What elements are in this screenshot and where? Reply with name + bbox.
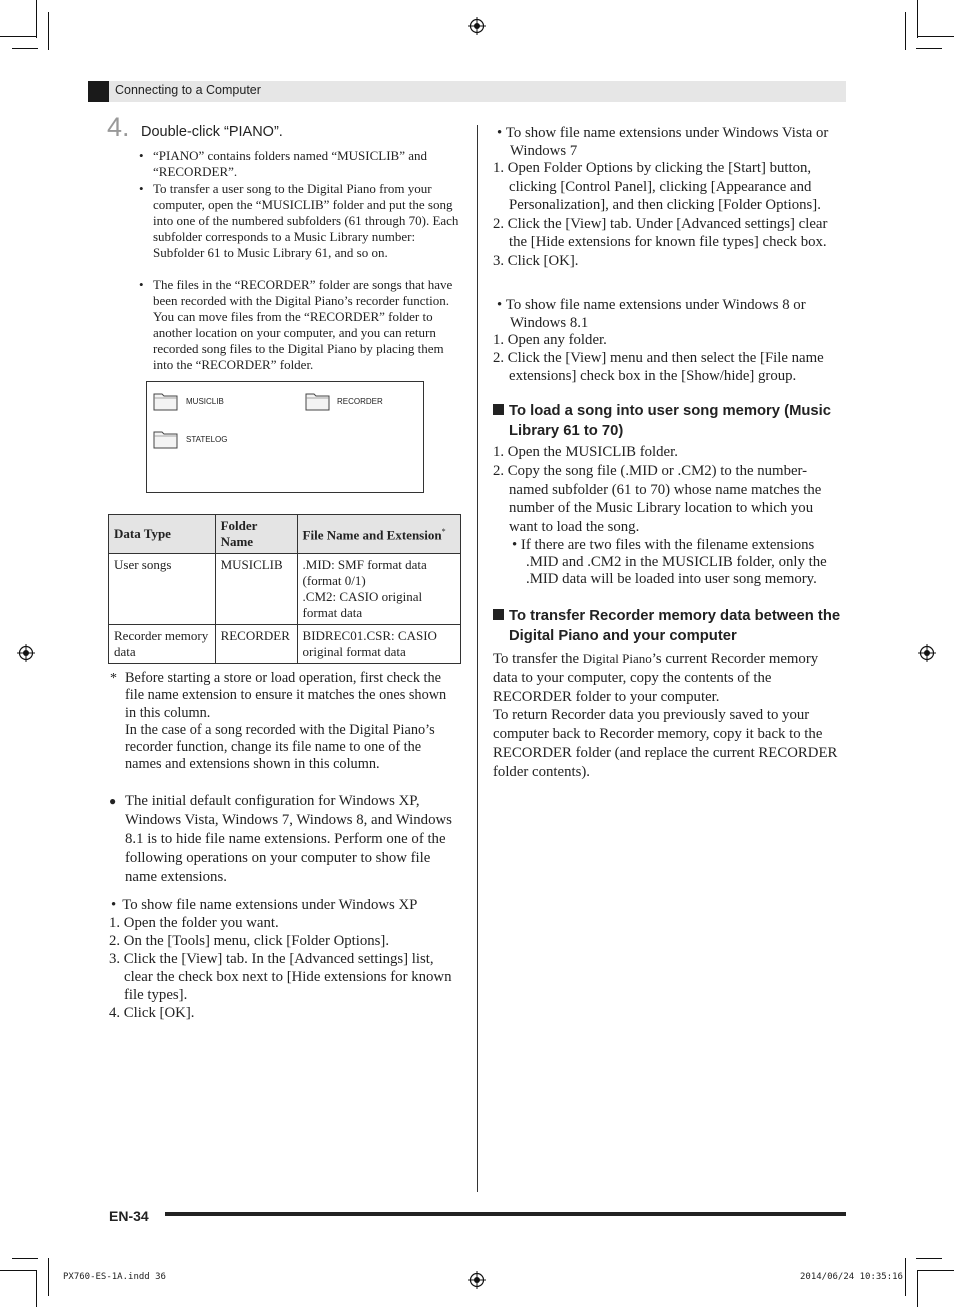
table-cell: User songs [109, 554, 216, 625]
win8-steps [493, 331, 845, 385]
print-slug-file: PX760-ES-1A.indd 36 [63, 1272, 166, 1282]
page-number: EN-34 [109, 1208, 149, 1224]
registration-mark-icon [17, 644, 35, 662]
list-item: 2. Click the [View] tab. Under [Advanced settings] clear the [Hide extensions for known file types] check box. [493, 215, 828, 250]
section-title: Connecting to a Computer [115, 83, 261, 97]
folder-musiclib[interactable]: MUSICLIB [153, 390, 179, 417]
table-row [109, 554, 461, 625]
footnote: Before starting a store or load operation, first check the file name extension to ensure it matches the ones shown in this column. In the case of a song recorded with the Digital Piano’s recorder function, change its file name to one of the names and extensions shown in this column. [125, 670, 447, 773]
list-item: 2. Copy the song file (.MID or .CM2) to the number-named subfolder (61 to 70) whose name matches the number of the Music Library location to which you want to load the song. [493, 462, 822, 536]
table-row [109, 625, 461, 664]
square-bullet-icon [493, 609, 504, 620]
column-divider [477, 125, 478, 1192]
transfer-section-heading: To transfer Recorder memory data between the Digital Piano and your computer [493, 606, 845, 646]
vista-steps [493, 159, 845, 270]
bullet-dot-icon: ● [109, 794, 117, 808]
load-note: • If there are two files with the filename extensions .MID and .CM2 in the MUSICLIB folder, only the .MID data will be loaded into user song memory. [512, 537, 827, 588]
table-header: Folder Name [215, 515, 297, 554]
folder-icon [305, 390, 331, 412]
folder-icon [153, 428, 179, 450]
win8-heading: • To show file name extensions under Windows 8 or Windows 8.1 [497, 297, 806, 331]
footer-rule [165, 1212, 846, 1216]
square-bullet-icon [493, 404, 504, 415]
print-slug-date: 2014/06/24 10:35:16 [800, 1272, 903, 1282]
table-cell: RECORDER [215, 625, 297, 664]
folder-statelog[interactable]: STATELOG [153, 428, 179, 455]
step-title: Double-click “PIANO”. [141, 124, 283, 140]
table-cell: BIDREC01.CSR: CASIO original format data [297, 625, 460, 664]
table-cell: .MID: SMF format data (format 0/1) .CM2: CASIO original format data [297, 554, 460, 625]
registration-mark-icon [468, 17, 486, 35]
xp-heading: • To show file name extensions under Windows XP [111, 897, 418, 913]
list-item: 2. On the [Tools] menu, click [Folder Options]. [109, 933, 390, 949]
list-item: • To transfer a user song to the Digital Piano from your computer, open the “MUSICLIB” folder and put the song into one of the numbered subfolders (61 through 70). Each subfolder corresponds to a Music Library number: Subfolder 61 to Music Library 61, and so on. [139, 181, 459, 260]
list-item: • The files in the “RECORDER” folder are songs that have been recorded with the Digital Piano’s recorder function. You can move files from the “RECORDER” folder to another location on your computer, and you can return recorded song files to the Digital Piano by placing them into the “RECORDER” folder. [139, 277, 453, 372]
list-item: 1. Open any folder. [493, 332, 607, 348]
step-number: 4. [107, 112, 130, 142]
windows-note: The initial default configuration for Windows XP, Windows Vista, Windows 7, Windows 8, and Windows 8.1 is to hide file name extensions. Perform one of the following operations on your computer to show file name extensions. [125, 793, 452, 885]
folder-recorder[interactable]: RECORDER [305, 390, 331, 417]
table-header: Data Type [109, 515, 216, 554]
table-header: File Name and Extension* [297, 515, 460, 554]
list-item: • “PIANO” contains folders named “MUSICLIB” and “RECORDER”. [139, 148, 428, 179]
list-item: 2. Click the [View] menu and then select the [File name extensions] check box in the [Show/hide] group. [493, 350, 824, 384]
folder-window [146, 381, 424, 493]
load-section-heading: To load a song into user song memory (Music Library 61 to 70) [493, 401, 833, 441]
transfer-paragraph: To transfer the Digital Piano’s current Recorder memory data to your computer, copy the contents of the RECORDER folder to your computer. To return Recorder data you previously saved to your computer back to Recorder memory, copy it back to the RECORDER folder (and replace the current RECORDER folder contents). [493, 651, 838, 780]
section-header-block [88, 81, 109, 102]
table-cell: MUSICLIB [215, 554, 297, 625]
list-item: 1. Open Folder Options by clicking the [Start] button, clicking [Control Panel], clicking [Appearance and Personalization], and then clicking [Folder Options]. [493, 160, 821, 213]
footnote-mark: * [110, 671, 117, 686]
load-steps [493, 443, 845, 537]
list-item: 3. Click [OK]. [493, 252, 579, 269]
vista-heading: • To show file name extensions under Windows Vista or Windows 7 [497, 125, 829, 159]
xp-steps [109, 914, 459, 1022]
list-item: 3. Click the [View] tab. In the [Advanced settings] list, clear the check box next to [Hide extensions for known file types]. [109, 951, 452, 1003]
folder-icon [153, 390, 179, 412]
list-item: 4. Click [OK]. [109, 1005, 195, 1021]
registration-mark-icon [468, 1271, 486, 1289]
data-type-table [108, 514, 461, 664]
list-item: 1. Open the MUSICLIB folder. [493, 444, 678, 460]
table-header-row [109, 515, 461, 554]
list-item: 1. Open the folder you want. [109, 915, 279, 931]
table-cell: Recorder memory data [109, 625, 216, 664]
registration-mark-icon [918, 644, 936, 662]
